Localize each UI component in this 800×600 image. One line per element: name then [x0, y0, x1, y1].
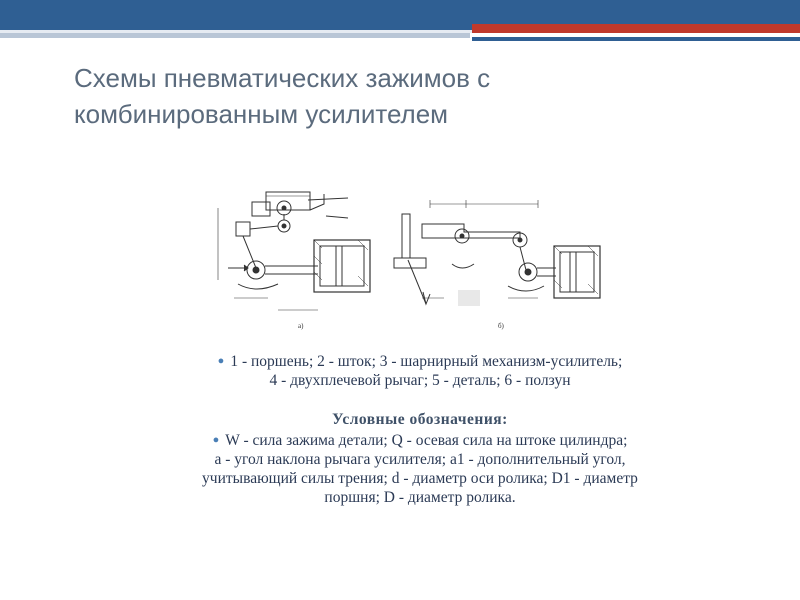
- slide-body: [100, 352, 740, 507]
- figure-label-b: б): [498, 322, 504, 330]
- notation-heading: Условные обозначения:: [332, 411, 508, 428]
- bullet-icon: ●: [212, 434, 220, 446]
- notation-text-1: W - сила зажима детали; Q - осевая сила на штоке цилиндра;: [225, 432, 628, 449]
- notation-line-2: a - угол наклона рычага усилителя; a1 - дополнительный угол,: [214, 451, 626, 468]
- figure-label-a: а): [298, 322, 304, 330]
- clamp-schematic-figure: [208, 160, 604, 332]
- notation-line-3: учитывающий силы трения; d - диаметр оси ролика; D1 - диаметр: [202, 470, 638, 487]
- bullet-icon: ●: [217, 355, 225, 367]
- schematic-a: [218, 192, 370, 330]
- legend-line-1: [100, 352, 740, 371]
- title-line-1: Схемы пневматических зажимов с: [74, 63, 491, 93]
- header-banner: [0, 0, 800, 44]
- notation-line-4: поршня; D - диаметр ролика.: [324, 489, 516, 506]
- notation-line-1: [100, 431, 740, 450]
- legend-text-1: 1 - поршень; 2 - шток; 3 - шарнирный механизм-усилитель;: [230, 353, 623, 370]
- title-line-2: комбинированным усилителем: [74, 99, 449, 129]
- slide-title: [74, 60, 674, 132]
- schematic-b: [394, 200, 600, 330]
- legend-line-2: 4 - двухплечевой рычаг; 5 - деталь; 6 - ползун: [269, 372, 571, 389]
